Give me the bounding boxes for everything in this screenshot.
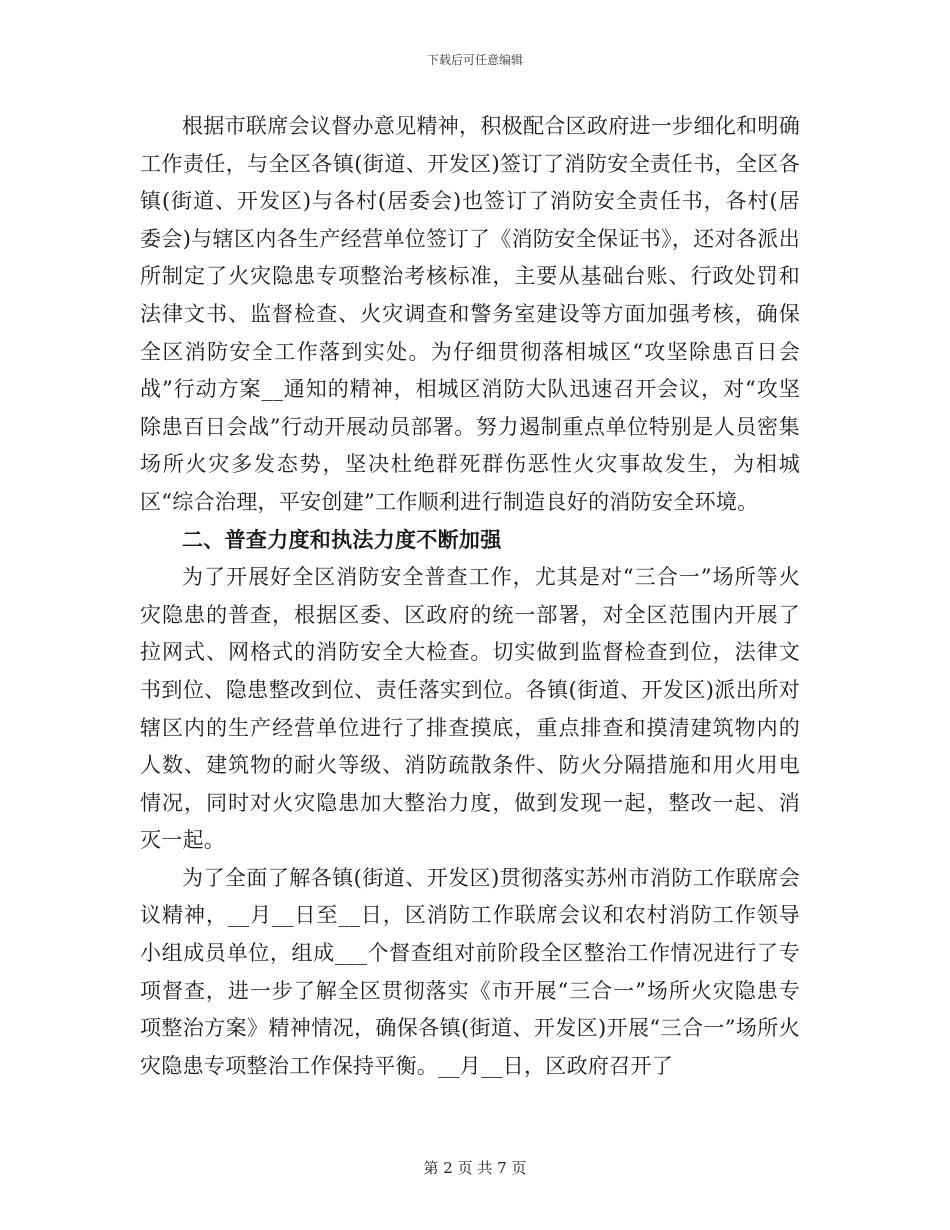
header-note: 下载后可任意编辑 <box>426 53 523 67</box>
page-number: 第 2 页 共 7 页 <box>423 1159 527 1177</box>
paragraph-inspection: 为了开展好全区消防安全普查工作，尤其是对“三合一”场所等火灾隐患的普查，根据区委、区政府的统一部署，对全区范围内开展了拉网式、网格式的消防安全大检查。切实做到监督检查到位，法律文书到位、隐患整改到位、责任落实到位。各镇(街道、开发区)派出所对辖区内的生产经营单位进行了排查摸底，重点排查和摸清建筑物内的人数、建筑物的耐火等级、消防疏散条件、防火分隔措施和用火用电情况，同时对火灾隐患加大整治力度，做到发现一起，整改一起、消灭一起。 <box>140 565 800 853</box>
document-body <box>140 108 800 1085</box>
section-heading: 二、普查力度和执法力度不断加强 <box>182 527 502 552</box>
paragraph-supervision: 为了全面了解各镇(街道、开发区)贯彻落实苏州市消防工作联席会议精神，__月__日至__日，区消防工作联席会议和农村消防工作领导小组成员单位，组成___个督查组对前阶段全区整治工作情况进行了专项督查，进一步了解全区贯彻落实《市开展“三合一”场所火灾隐患专项整治方案》精神情况，确保各镇(街道、开发区)开展“三合一”场所火灾隐患专项整治工作保持平衡。__月__日，区政府召开了 <box>140 865 800 1078</box>
paragraph-responsibility: 根据市联席会议督办意见精神，积极配合区政府进一步细化和明确工作责任，与全区各镇(街道、开发区)签订了消防安全责任书，全区各镇(街道、开发区)与各村(居委会)也签订了消防安全责任书，各村(居委会)与辖区内各生产经营单位签订了《消防安全保证书》，还对各派出所制定了火灾隐患专项整治考核标准，主要从基础台账、行政处罚和法律文书、监督检查、火灾调查和警务室建设等方面加强考核，确保全区消防安全工作落到实处。为仔细贯彻落相城区“攻坚除患百日会战”行动方案__通知的精神，相城区消防大队迅速召开会议，对“攻坚除患百日会战”行动开展动员部署。努力遏制重点单位特别是人员密集场所火灾多发态势，坚决杜绝群死群伤恶性火灾事故发生，为相城区“综合治理，平安创建”工作顺利进行制造良好的消防安全环境。 <box>140 114 800 514</box>
